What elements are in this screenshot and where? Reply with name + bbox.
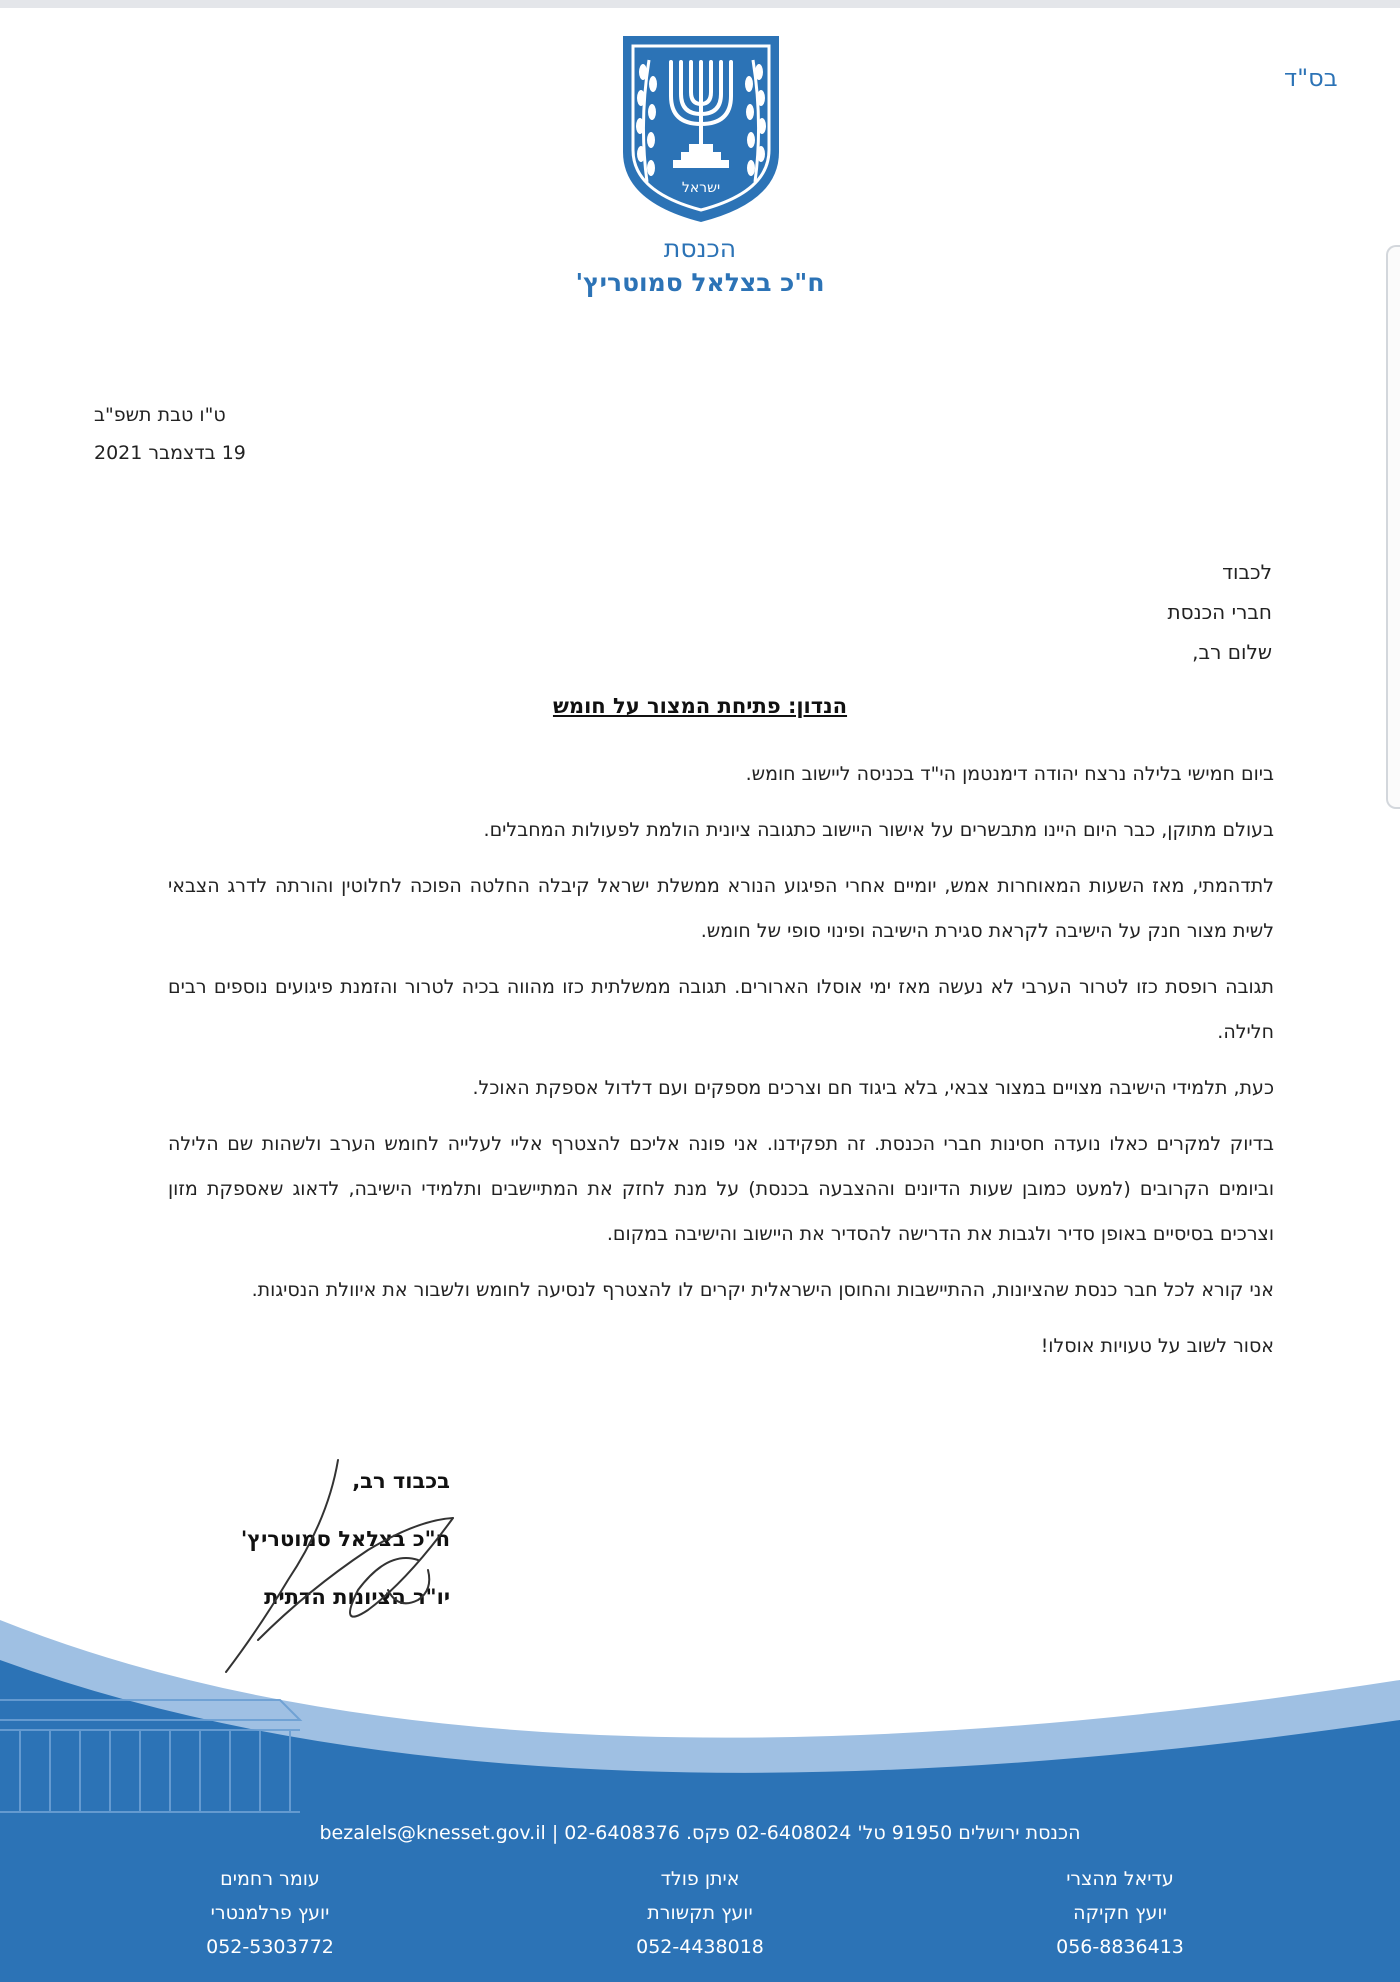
subject-line: הנדון: פתיחת המצור על חומש xyxy=(552,694,848,718)
hebrew-date: ט"ו טבת תשפ"ב xyxy=(94,404,226,426)
closing-regards: בכבוד רב, xyxy=(352,1469,450,1493)
advisor-name: עדיאל מהצרי xyxy=(1066,1868,1174,1890)
addressee-block xyxy=(900,552,1272,672)
body-paragraph: בדיוק למקרים כאלו נועדה חסינות חברי הכנסת. זה תפקידנו. אני פונה אליכם להצטרף אליי לעלייה לחומש הערב ולשהות שם הלילה וביומים הקרובים (למעט כמובן שעות הדיונים וההצבעה בכנסת) על מנת לחזק את המתיישבים ותלמידי הישיבה, לדאוג שאספקת מזון וצרכים בסיסיים באופן סדיר ולגבות את הדרישה להסדיר את היישוב והישיבה במקום. xyxy=(168,1133,1274,1245)
advisor-name: איתן פולד xyxy=(660,1868,740,1890)
letterhead-mk-name: ח"כ בצלאל סמוטריץ' xyxy=(575,268,825,297)
gregorian-date: 19 בדצמבר 2021 xyxy=(94,442,246,464)
body-paragraph: אסור לשוב על טעויות אוסלו! xyxy=(1040,1335,1274,1357)
bsd-mark: בס"ד xyxy=(1284,64,1338,92)
advisor-role: יועץ פרלמנטרי xyxy=(210,1902,330,1924)
date-block xyxy=(94,396,414,472)
top-bar xyxy=(0,0,1400,8)
signer-name: ח"כ בצלאל סמוטריץ' xyxy=(240,1527,450,1551)
body-paragraph: ביום חמישי בלילה נרצח יהודה דימנטמן הי"ד בכניסה ליישוב חומש. xyxy=(745,763,1274,785)
advisor-role: יועץ תקשורת xyxy=(647,1902,753,1924)
body-paragraph: כעת, תלמידי הישיבה מצויים במצור צבאי, בלא ביגוד חם וצרכים מספקים ועם דלדול אספקת האוכל. xyxy=(472,1077,1274,1099)
signer-title: יו"ר הציונות הדתית xyxy=(264,1585,450,1609)
greeting: שלום רב, xyxy=(1192,640,1272,664)
advisor-role: יועץ חקיקה xyxy=(1073,1902,1167,1924)
addressee-line-recipients: חברי הכנסת xyxy=(1167,600,1272,624)
advisor-phone: 056-8836413 xyxy=(1056,1936,1184,1958)
emblem-label: ישראל xyxy=(681,180,721,196)
advisor-phone: 052-5303772 xyxy=(206,1936,334,1958)
body-paragraph: אני קורא לכל חבר כנסת שהציונות, ההתיישבות והחוסן הישראלית יקרים לו להצטרף לנסיעה לחומש ולשבור את איוולת הנסיגות. xyxy=(251,1279,1274,1301)
advisor-phone: 052-4438018 xyxy=(636,1936,764,1958)
addressee-line-to: לכבוד xyxy=(1222,560,1272,584)
side-scroll-tab[interactable] xyxy=(1386,245,1400,809)
institution-name: הכנסת xyxy=(663,234,737,263)
footer-advisor xyxy=(990,1862,1250,1964)
footer-contact-line: הכנסת ירושלים 91950 טל' 02-6408024 פקס. 02-6408376 | bezalels@knesset.gov.il xyxy=(319,1822,1081,1844)
footer-advisor xyxy=(570,1862,830,1964)
footer-advisor xyxy=(140,1862,400,1964)
menorah-emblem-icon xyxy=(619,32,783,226)
body-paragraph: בעולם מתוקן, כבר היום היינו מתבשרים על אישור היישוב כתגובה ציונית הולמת לפעולות המחבלים. xyxy=(483,819,1274,841)
advisor-name: עומר רחמים xyxy=(220,1868,320,1890)
letter-body xyxy=(168,752,1274,1380)
body-paragraph: תגובה רופסת כזו לטרור הערבי לא נעשה מאז ימי אוסלו הארורים. תגובה ממשלתית כזו מהווה בכיה לטרור והזמנת פיגועים נוספים רבים חלילה. xyxy=(168,976,1274,1043)
body-paragraph: לתדהמתי, מאז השעות המאוחרות אמש, יומיים אחרי הפיגוע הנורא ממשלת ישראל קיבלה החלטה הפוכה לחלוטין והורתה לדרג הצבאי לשית מצור חנק על הישיבה לקראת סגירת הישיבה ופינוי סופי של חומש. xyxy=(168,875,1274,942)
